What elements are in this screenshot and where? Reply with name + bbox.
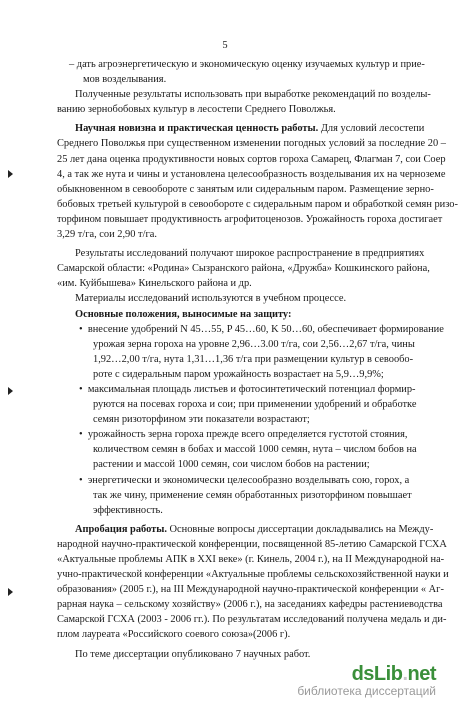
practical-paragraph-line: ванию зернобобовых культур в лесостепи Среднего Поволжья. [57,104,336,116]
defense-bullet-line: количеством семян в бобах и массой 1000 семян, нута – числом бобов на [93,444,417,456]
approbation-paragraph-line: Апробация работы. Основные вопросы диссертации докладывались на Между- [75,523,434,535]
defense-bullet-line: руются на посевах гороха и сои; при применении удобрений и обработке [93,399,417,411]
approbation-heading: Апробация работы. [75,523,167,535]
novelty-paragraph-line: Среднего Поволжья при существенном изменении погодных условий за последние 20 – [57,138,446,150]
body-text [57,57,458,662]
results-paragraph-line: Самарской области: «Родина» Сызранского района, «Дружба» Кошкинского района, [57,263,430,275]
approbation-paragraph-line: учно-практической конференции «Актуальные проблемы сельскохозяйственной науки и [57,569,449,581]
page-number: 5 [222,40,228,51]
novelty-paragraph-line: 25 лет дана оценка продуктивности новых сортов гороха Самарец, Флагман 7, сои Соер [57,153,446,165]
watermark-subtitle: библиотека диссертаций [297,684,436,698]
materials-line: Материалы исследований используются в учебном процессе. [75,293,347,305]
margin-arrow-icon [8,387,13,395]
novelty-heading: Научная новизна и практическая ценность работы. [75,123,319,135]
objective-bullet-line: – дать агроэнергетическую и экономическую оценку изучаемых культур и прие- [69,59,425,70]
results-paragraph-line: «им. Куйбышева» Кинельского района и др. [57,278,252,290]
approbation-paragraph-line: плом лауреата «Российского соевого союза»(2006 г). [57,629,291,641]
watermark-logo[interactable]: dsLib.net [351,663,436,685]
defense-bullet-line: • внесение удобрений N 45…55, P 45…60, K 50…60, обеспечивает формирование [79,323,444,335]
novelty-paragraph-line: 4, а так же нута и чины и установлена целесообразность возделывания их на черноземе [57,168,446,180]
practical-paragraph-line: Полученные результаты использовать при выработке рекомендаций по возделы- [75,89,431,101]
defense-bullet-line: роте с сидеральным паром урожайность возрастает на 5,9…9,9%; [93,368,384,380]
defense-bullet-line: растении и массой 1000 семян, сои числом бобов на растении; [93,459,370,471]
bullet-glyph-icon: • [79,383,88,395]
bullet-glyph-icon: • [79,323,88,335]
objective-bullet-line: мов возделывания. [83,74,167,86]
approbation-paragraph-line: образования» (2005 г.), на III Международной научно-практической конференции « Аг- [57,584,444,596]
novelty-paragraph-line: 3,29 т/га, сои 2,90 т/га. [57,229,157,241]
margin-arrow-icon [8,170,13,178]
defense-bullet-line: так же чину, применение семян обработанных ризоторфином повышает [93,489,412,501]
defense-bullet-line: 1,92…2,00 т/га, нута 1,31…1,36 т/га при размещении культур в севообо- [93,353,414,365]
novelty-text: Для условий лесостепи [318,123,425,135]
results-paragraph-line: Результаты исследований получают широкое распространение в предприятиях [75,248,425,260]
approbation-paragraph-line: Самарской ГСХА (2003 - 2006 гг.). По результатам исследований получена медаль и ди- [57,614,447,626]
approbation-paragraph-line: «Актуальные проблемы АПК в XXI веке» (г. Кинель, 2004 г.), на II Международной на- [57,554,445,565]
defense-bullet-line: • максимальная площадь листьев и фотосинтетический потенциал формир- [79,383,416,395]
defense-bullet-line: эффективность. [93,504,163,516]
approbation-paragraph-line: рарная наука – сельскому хозяйству» (2006 г.), на заседаниях кафедры растениеводства [57,599,443,611]
defense-list [57,322,444,518]
defense-heading: Основные положения, выносимые на защиту: [75,308,292,320]
defense-bullet-line: • энергетически и экономически целесообразно возделывать сою, горох, а [79,474,410,486]
novelty-paragraph-line [57,121,425,136]
novelty-paragraph-line: обыкновенном в севообороте с занятым или сидеральным паром. Размещение зерно- [57,183,434,195]
defense-bullet-line: • урожайность зерна гороха прежде всего определяется густотой стояния, [79,429,408,441]
approbation-paragraph-line: народной научно-практической конференции, посвященной 85-летию Самарской ГСХА [57,538,447,550]
novelty-paragraph-line: торфином повышает продуктивность агрофитоценозов. Урожайность гороха достигает [57,213,443,225]
watermark [297,663,436,698]
bullet-glyph-icon: • [79,474,88,486]
defense-bullet-line: урожая зерна гороха на уровне 2,96…3.00 т/га, сои 2,56…2,67 т/га, чины [93,338,415,350]
bullet-glyph-icon: • [79,429,88,441]
defense-bullet-line: семян ризоторфином эти показатели возрастают; [93,414,310,426]
margin-arrow-icon [8,588,13,596]
novelty-paragraph-line: бобовых третьей культурой в севообороте с сидеральным паром и обработкой семян ризо- [57,198,458,210]
publications-line: По теме диссертации опубликовано 7 научных работ. [75,648,311,660]
